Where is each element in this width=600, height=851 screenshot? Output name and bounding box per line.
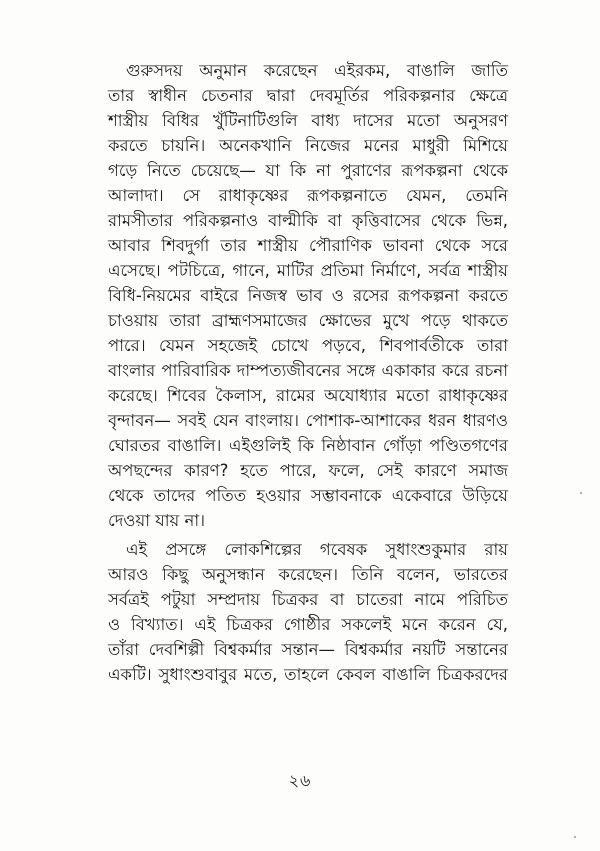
text-line: তাঁরা দেবশিল্পী বিশ্বকর্মার সন্তান— বিশ্বকর্মার নয়টি সন্তানের bbox=[108, 640, 508, 659]
text-line: চাওয়ায় তারা ব্রাহ্মণসমাজের ক্ষোভের মুখে পড়ে থাকতে bbox=[108, 311, 508, 330]
scan-speck bbox=[574, 836, 576, 838]
text-line: রামসীতার পরিকল্পনাও বাল্মীকি বা কৃত্তিবাসের থেকে ভিন্ন, bbox=[108, 211, 508, 230]
text-line: আরও কিছু অনুসন্ধান করেছেন। তিনি বলেন, ভারতের bbox=[108, 565, 508, 584]
text-line: গুরুসদয় অনুমান করেছেন এইরকম, বাঙালি জাতি bbox=[126, 61, 508, 80]
text-line: এসেছে। পটচিত্রে, গানে, মাটির প্রতিমা নির্মাণে, সর্বত্র শাস্ত্রীয় bbox=[108, 261, 508, 280]
text-line: ঘোরতর বাঙালি। এইগুলিই কি নিষ্ঠাবান গোঁড়া পণ্ডিতগণের bbox=[108, 436, 508, 455]
text-line: অপছন্দের কারণ? হতে পারে, ফলে, সেই কারণে সমাজ bbox=[108, 461, 508, 480]
text-line: দেওয়া যায় না। bbox=[108, 511, 206, 530]
text-line: তার স্বাধীন চেতনার দ্বারা দেবমূর্তির পরিকল্পনার ক্ষেত্রে bbox=[108, 86, 508, 105]
text-line: করেছে। শিবের কৈলাস, রামের অযোধ্যার মতো রাধাকৃষ্ণের bbox=[108, 386, 508, 405]
scan-speck bbox=[580, 492, 582, 494]
text-line: একটি। সুধাংশুবাবুর মতে, তাহলে কেবল বাঙালি চিত্রকরদের bbox=[108, 665, 508, 684]
text-line: গড়ে নিতে চেয়েছে— যা কি না পুরাণের রূপকল্পনা থেকে bbox=[108, 161, 508, 180]
text-line: সর্বত্রই পটুয়া সম্প্রদায় চিত্রকর বা চাতেরা নামে পরিচিত bbox=[108, 590, 508, 609]
paragraph-2 bbox=[108, 537, 508, 687]
text-line: ও বিখ্যাত। এই চিত্রকর গোষ্ঠীর সকলেই মনে করেন যে, bbox=[108, 615, 508, 634]
text-line: পারে। যেমন সহজেই চোখে পড়বে, শিবপার্বতীকে তারা bbox=[108, 336, 508, 355]
body-text bbox=[108, 58, 508, 687]
text-line: বাংলার পারিবারিক দাম্পত্যজীবনের সঙ্গে একাকার করে রচনা bbox=[108, 361, 508, 380]
text-line: শাস্ত্রীয় বিধির খুঁটিনাটিগুলি বাধ্য দাসের মতো অনুসরণ bbox=[108, 111, 508, 130]
text-line: এই প্রসঙ্গে লোকশিল্পের গবেষক সুধাংশুকুমার রায় bbox=[126, 540, 508, 559]
text-line: করতে চায়নি। অনেকখানি নিজের মনের মাধুরী মিশিয়ে bbox=[108, 136, 508, 155]
text-line: থেকে তাদের পতিত হওয়ার সম্ভাবনাকে একেবারে উড়িয়ে bbox=[108, 486, 508, 505]
page-number: ২৬ bbox=[288, 771, 312, 790]
text-line: আবার শিবদুর্গা তার শাস্ত্রীয় পৌরাণিক ভাবনা থেকে সরে bbox=[108, 236, 508, 255]
text-line: বিধি-নিয়মের বাইরে নিজস্ব ভাব ও রসের রূপকল্পনা করতে bbox=[108, 286, 508, 305]
text-line: আলাদা। সে রাধাকৃষ্ণের রূপকল্পনাতে যেমন, তেমনি bbox=[108, 186, 508, 205]
paragraph-1 bbox=[108, 58, 508, 533]
text-line: বৃন্দাবন— সবই যেন বাংলায়। পোশাক-আশাকের ধরন ধারণও bbox=[108, 411, 508, 430]
